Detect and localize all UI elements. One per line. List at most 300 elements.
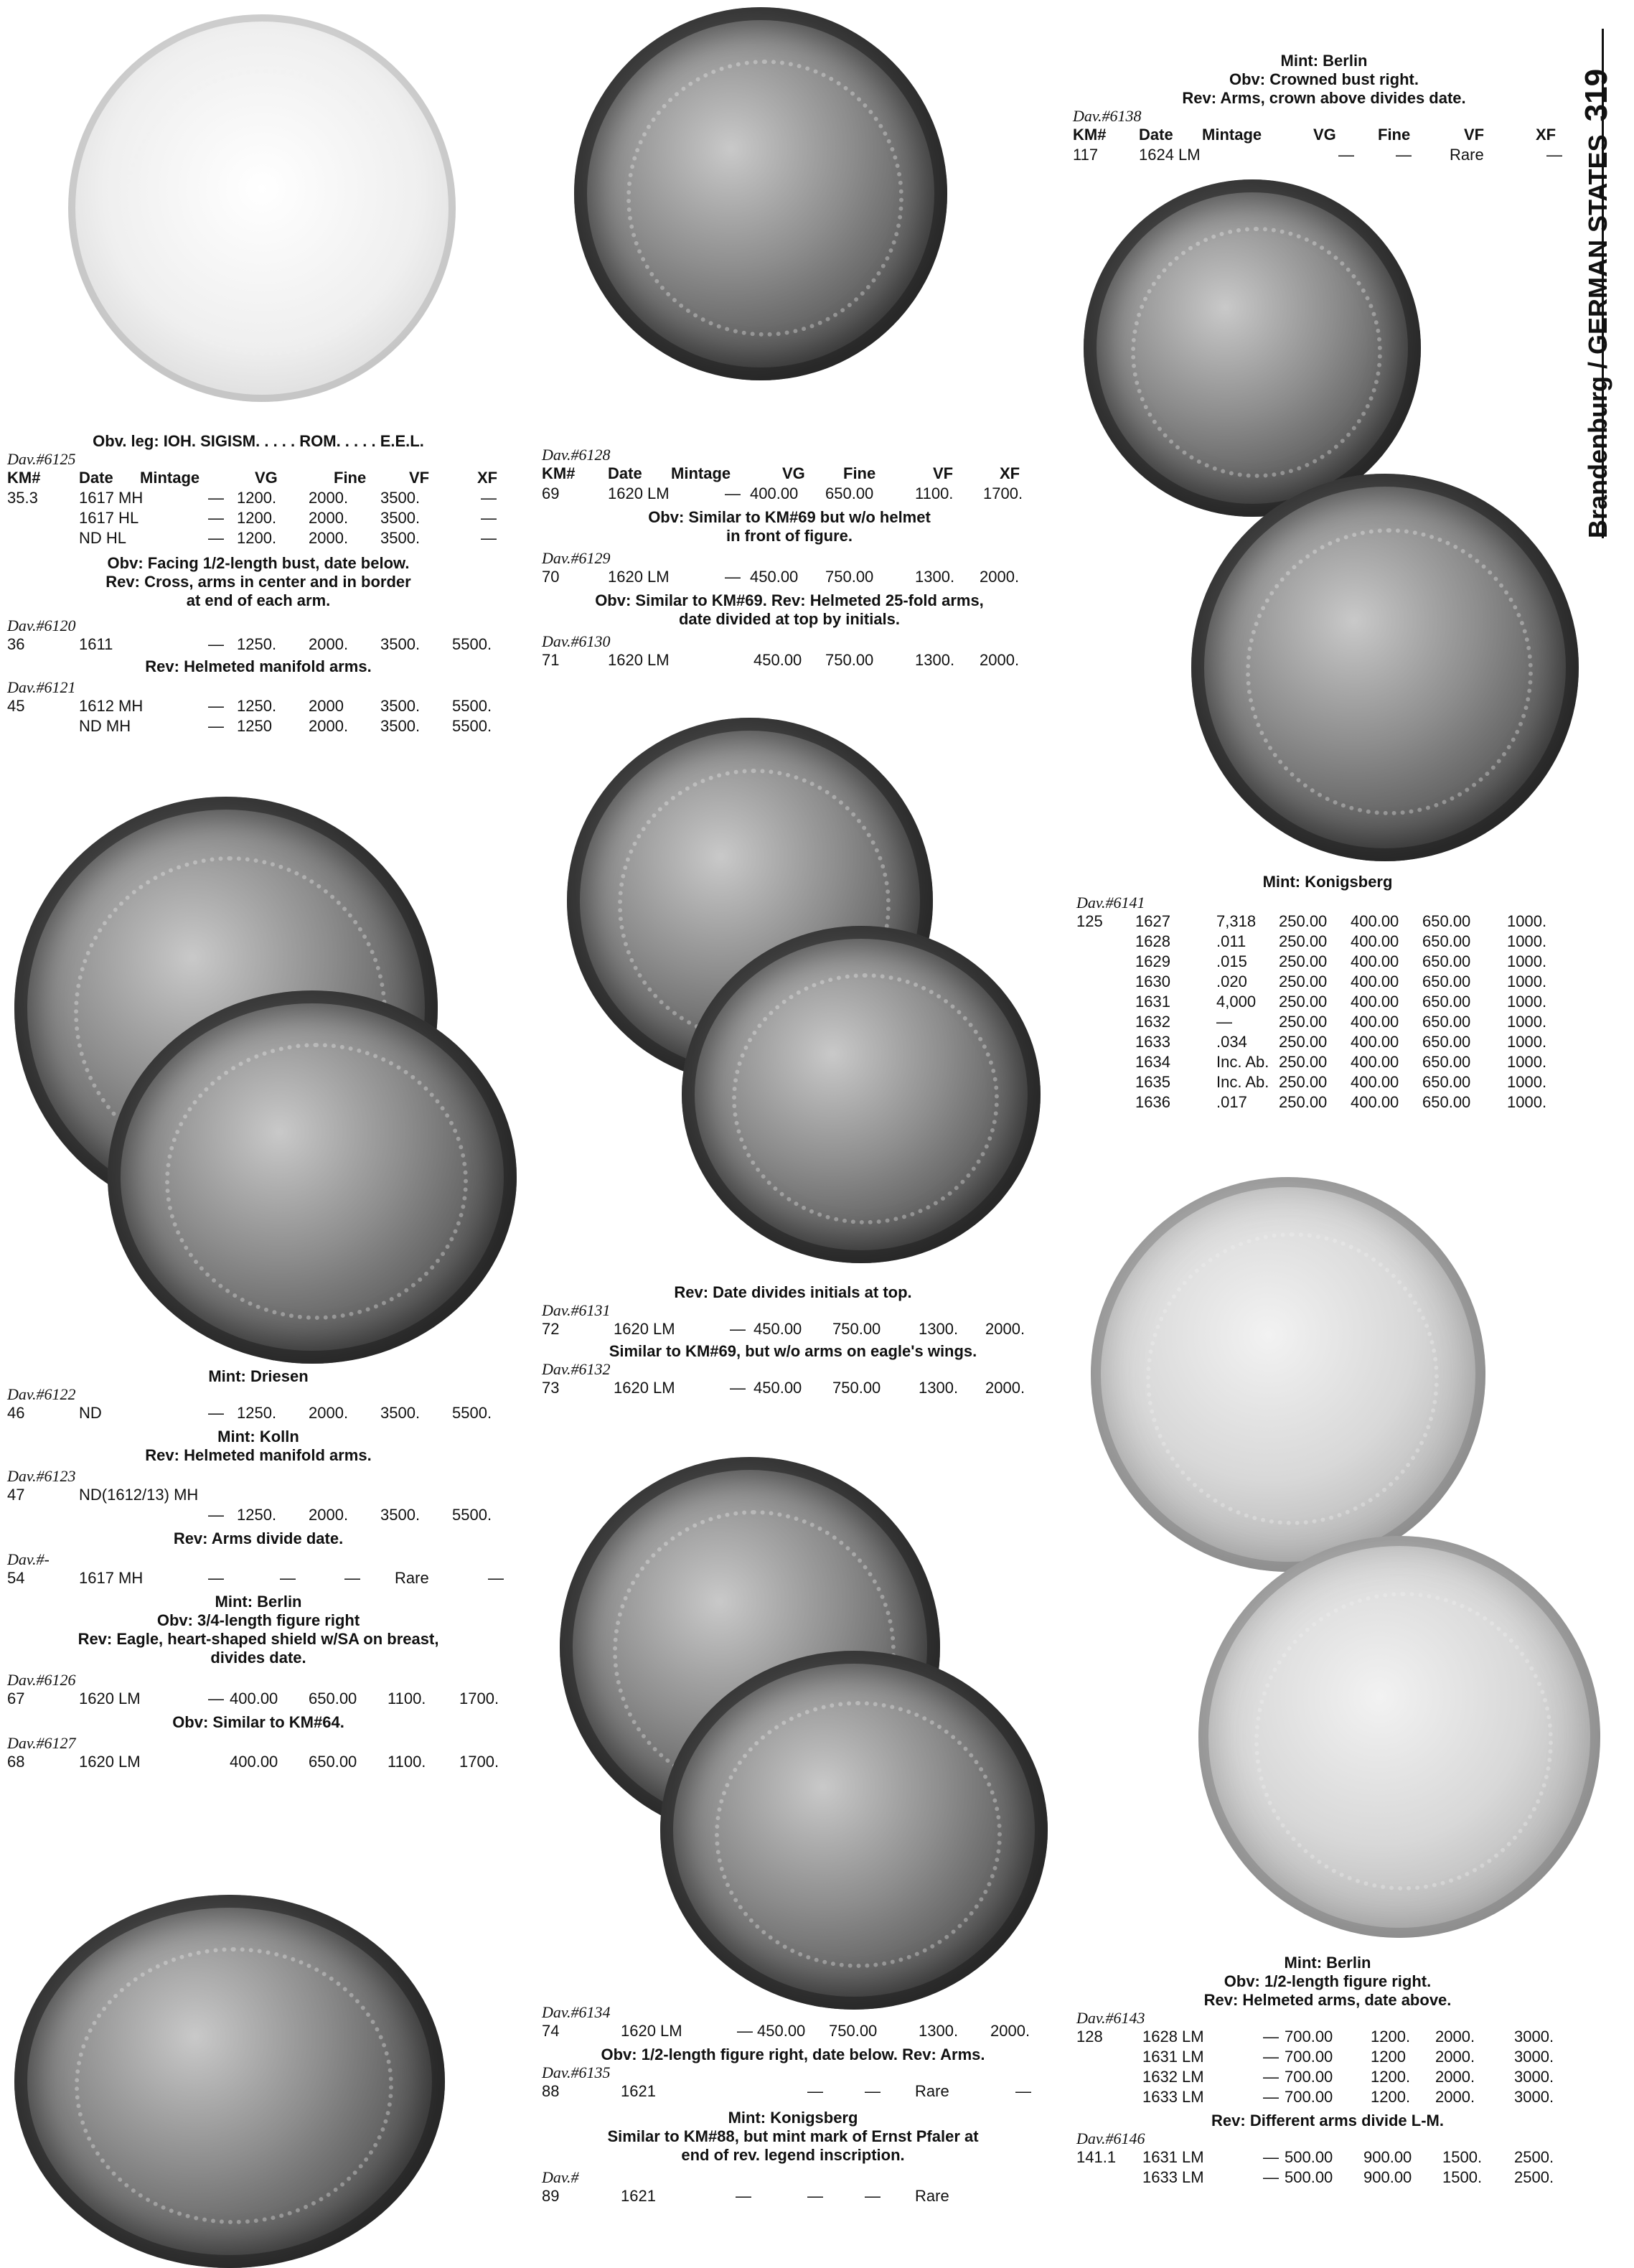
mint-heading: Mint: Driesen [208,1367,309,1385]
description: Rev: Arms divide date. [173,1529,344,1547]
dav-ref: Dav.#6122 [7,1385,76,1403]
col-km: KM# [1073,126,1107,144]
km: 68 [7,1753,25,1771]
date: 1632 LM [1142,2068,1204,2086]
mintage: — [1216,1013,1232,1031]
vg: 1200. [237,509,277,527]
mintage: — [1263,2168,1279,2186]
xf: 5500. [452,1506,492,1524]
vg: 250.00 [1279,993,1328,1011]
km: 125 [1076,912,1103,930]
dav-ref: Dav.#6125 [7,450,76,468]
vg: — [280,1569,296,1587]
table-row [1076,992,1579,1012]
dav-ref: Dav.#6121 [7,678,76,696]
dav-ref: Dav.#6143 [1076,2009,1145,2027]
km: 71 [542,651,560,669]
fine: 1200. [1371,2068,1411,2086]
page-number: 319 [1579,68,1614,122]
km: 73 [542,1379,560,1397]
xf: 1000. [1507,973,1547,990]
date: 1620 LM [621,2022,682,2040]
coin-image-km128-reverse [1198,1536,1600,1938]
vf: 1300. [919,1320,959,1338]
fine: 2000. [309,529,349,547]
different-arms-table [1076,2147,1579,2188]
table-row [1076,2147,1579,2168]
fine: 750.00 [832,1320,881,1338]
col-km: KM# [542,464,576,482]
xf: 1700. [459,1690,499,1707]
xf: 1700. [459,1753,499,1771]
xf: 2000. [980,651,1020,669]
vf: 1500. [1442,2168,1483,2186]
xf: 2000. [980,568,1020,586]
vf: 3500. [380,509,421,527]
mintage: 4,000 [1216,993,1257,1011]
fine: 400.00 [1351,952,1399,970]
date: 1620 LM [608,651,670,669]
fine: 1200. [1371,2088,1411,2106]
description: at end of each arm. [186,591,331,609]
vf: 3500. [380,1404,421,1422]
table-row [7,1568,510,1588]
vg: — [807,2082,823,2100]
date: ND HL [79,529,127,547]
date: 1611 [79,635,113,653]
mintage: .020 [1216,973,1247,990]
fine: 650.00 [309,1753,357,1771]
mintage: — [208,717,224,735]
date: 1629 [1135,952,1170,970]
mintage: — [725,484,741,502]
fine: — [1396,146,1412,164]
vg: 700.00 [1285,2048,1333,2066]
mint-heading: Mint: Berlin [1280,52,1368,70]
coin-image-km69 [574,7,947,380]
vf: 1300. [919,1379,959,1397]
date: 1620 LM [608,568,670,586]
running-head-title: Brandenburg / GERMAN STATES [1583,134,1612,538]
mintage: — [1263,2028,1279,2046]
fine: 400.00 [1351,1093,1399,1111]
vf: 1100. [388,1690,426,1707]
mintage: — [208,697,224,715]
dav-ref: Dav.#6129 [542,549,611,567]
dav-ref: Dav.#6146 [1076,2129,1145,2147]
km: 35.3 [7,489,38,507]
vf: Rare [915,2082,949,2100]
date: 1617 MH [79,1569,144,1587]
fine: 900.00 [1363,2168,1412,2186]
coin-image-km45-reverse [108,990,517,1364]
vg: — [807,2187,823,2205]
legend-note: Obv. leg: IOH. SIGISM. . . . . ROM. . . . . E.E.L. [93,432,424,450]
col-mintage: Mintage [140,469,200,487]
mintage: 7,318 [1216,912,1257,930]
table-row [542,567,1037,587]
table-row [1076,2067,1579,2087]
xf: 1000. [1507,1053,1547,1071]
mintage: — [736,2187,751,2205]
fine: 900.00 [1363,2148,1412,2166]
description: Obv: Similar to KM#69. Rev: Helmeted 25-fold arms, [595,591,984,609]
description: Obv: Similar to KM#64. [172,1713,344,1731]
mintage: — [1263,2048,1279,2066]
vg: 500.00 [1285,2148,1333,2166]
vg: 1250 [237,717,272,735]
dav-ref: Dav.#6138 [1073,107,1142,125]
vf: 650.00 [1422,973,1471,990]
fine: 650.00 [825,484,874,502]
col-vf: VF [1464,126,1485,144]
date: 1628 [1135,932,1170,950]
xf: 1000. [1507,932,1547,950]
fine: 400.00 [1351,973,1399,990]
table-row [1076,2087,1579,2107]
mintage: — [737,2022,753,2040]
col-mintage: Mintage [1202,126,1262,144]
description: Obv: Facing 1/2-length bust, date below. [107,554,410,572]
description: Rev: Arms, crown above divides date. [1182,89,1466,107]
description: Similar to KM#69, but w/o arms on eagle's wings. [609,1342,977,1360]
vf: 650.00 [1422,1053,1471,1071]
xf: 5500. [452,717,492,735]
table-row [542,2021,1044,2041]
mintage: — [1263,2068,1279,2086]
date: 1633 LM [1142,2168,1204,2186]
vf: 650.00 [1422,952,1471,970]
description: Obv: 1/2-length figure right, date below. Rev: Arms. [601,2046,985,2063]
xf: 3000. [1514,2028,1554,2046]
vf: 650.00 [1422,1033,1471,1051]
col-vg: VG [1313,126,1336,144]
vg: 250.00 [1279,1053,1328,1071]
table-row [542,484,1037,504]
table-row [1076,2027,1579,2047]
vg: 700.00 [1285,2088,1333,2106]
table-header [7,468,510,488]
description: in front of figure. [726,527,853,545]
vg: 400.00 [230,1690,278,1707]
date: 1617 HL [79,509,139,527]
date: 1635 [1135,1073,1170,1091]
date: 1631 LM [1142,2148,1204,2166]
vg: 250.00 [1279,952,1328,970]
xf: 5500. [452,697,492,715]
xf: 1000. [1507,1033,1547,1051]
date: 1631 LM [1142,2048,1204,2066]
date: 1636 [1135,1093,1170,1111]
description: Obv: Similar to KM#69 but w/o helmet [648,508,931,526]
entry-km72-km73 [542,1283,1044,1398]
table-row [1076,1092,1579,1112]
col-date: Date [608,464,642,482]
table-row [542,1319,1044,1339]
vf: 3500. [380,1506,421,1524]
xf: 1700. [983,484,1023,502]
col-vg: VG [255,469,278,487]
xf: — [488,1569,504,1587]
description: Rev: Date divides initials at top. [674,1283,912,1301]
vg: 450.00 [757,2022,806,2040]
table-row [7,1403,510,1423]
xf: 3000. [1514,2048,1554,2066]
km: 70 [542,568,560,586]
vf: 1500. [1442,2148,1483,2166]
berlin-table [1076,2027,1579,2107]
vg: 1250. [237,697,277,715]
table-row [7,488,510,508]
xf: 5500. [452,635,492,653]
vg: 700.00 [1285,2028,1333,2046]
date: 1620 LM [614,1379,675,1397]
date: 1620 LM [608,484,670,502]
km: 89 [542,2187,560,2205]
mintage: .034 [1216,1033,1247,1051]
table-row [1076,1012,1579,1032]
fine: 750.00 [832,1379,881,1397]
table-row [7,716,510,736]
km: 67 [7,1690,25,1707]
vg: 250.00 [1279,932,1328,950]
vg: 400.00 [230,1753,278,1771]
table-row [542,650,1037,670]
fine: 2000. [309,635,349,653]
fine: 750.00 [829,2022,878,2040]
table-row [1076,932,1579,952]
vg: 250.00 [1279,1073,1328,1091]
konigsberg-table [1076,912,1579,1112]
xf: 1000. [1507,952,1547,970]
date: 1632 [1135,1013,1170,1031]
date: 1634 [1135,1053,1170,1071]
mintage: — [1263,2088,1279,2106]
vg: 250.00 [1279,1033,1328,1051]
dav-ref: Dav.#- [7,1550,50,1568]
fine: — [344,1569,360,1587]
vg: 1200. [237,529,277,547]
col-fine: Fine [843,464,876,482]
coin-image-km89 [14,1895,445,2268]
date: 1624 LM [1139,146,1201,164]
vg: 450.00 [753,1379,802,1397]
mintage: — [208,1506,224,1524]
running-head [1579,69,1615,538]
description: Rev: Helmeted arms, date above. [1203,1991,1452,2009]
xf: — [481,529,497,547]
table-row [7,1505,510,1525]
mint-heading: Mint: Berlin [215,1593,302,1611]
description: Obv: 3/4-length figure right [156,1611,360,1629]
date: 1612 MH [79,697,144,715]
date: ND [79,1404,102,1422]
date: 1621 [621,2187,656,2205]
entry-km35 [7,432,510,736]
table-row [7,528,510,548]
date: 1620 LM [79,1690,141,1707]
xf: 3000. [1514,2088,1554,2106]
km: 72 [542,1320,560,1338]
table-header [542,464,1037,484]
fine: 2000. [309,717,349,735]
fine: 1200. [1371,2028,1411,2046]
vf: 650.00 [1422,993,1471,1011]
table-row [542,1378,1044,1398]
km: 54 [7,1569,25,1587]
mint-heading: Mint: Kolln [217,1428,299,1445]
vf: Rare [1450,146,1484,164]
vf: 2000. [1435,2068,1475,2086]
col-xf: XF [1000,464,1020,482]
vg: 1200. [237,489,277,507]
vf: Rare [395,1569,429,1587]
vg: 250.00 [1279,973,1328,990]
vg: 1250. [237,635,277,653]
entry-km74-km89 [542,2004,1044,2206]
fine: 650.00 [309,1690,357,1707]
col-xf: XF [477,469,498,487]
dav-ref: Dav.#6123 [7,1467,76,1485]
description: Obv: 1/2-length figure right. [1224,1972,1432,1990]
vf: 1100. [388,1753,426,1771]
dav-ref: Dav.#6126 [7,1671,76,1689]
table-row [7,1689,510,1709]
fine: — [865,2187,881,2205]
date: 1627 [1135,912,1170,930]
km: 74 [542,2022,560,2040]
fine: 2000 [309,697,344,715]
description: Rev: Different arms divide L-M. [1211,2112,1444,2129]
description: end of rev. legend inscription. [681,2146,905,2164]
dav-ref: Dav.#6132 [542,1360,611,1378]
fine: 2000. [309,489,349,507]
coin-image-km72-reverse [682,926,1041,1263]
vf: Rare [915,2187,949,2205]
km: 88 [542,2082,560,2100]
date: 1628 LM [1142,2028,1204,2046]
dav-ref: Dav.#6134 [542,2003,611,2021]
mintage: Inc. Ab. [1216,1073,1269,1091]
dav-ref: Dav.#6131 [542,1301,611,1319]
xf: 2500. [1514,2168,1554,2186]
col-date: Date [1139,126,1173,144]
table-row [1076,972,1579,992]
vg: 1250. [237,1506,277,1524]
date: 1620 LM [614,1320,675,1338]
vg: 700.00 [1285,2068,1333,2086]
km: 141.1 [1076,2148,1117,2166]
vf: 2000. [1435,2088,1475,2106]
fine: 400.00 [1351,1053,1399,1071]
col-date: Date [79,469,113,487]
vf: 1300. [919,2022,959,2040]
km: 117 [1073,146,1099,164]
dav-ref: Dav.#6128 [542,446,611,464]
mintage: — [208,509,224,527]
table-row [1076,2168,1579,2188]
mintage: — [208,1569,224,1587]
table-row [7,696,510,716]
km: 128 [1076,2028,1103,2046]
entry-km128-km141 [1076,1954,1579,2188]
entry-km117 [1073,52,1575,165]
xf: 3000. [1514,2068,1554,2086]
table-row [542,2081,1044,2101]
vg: — [1338,146,1354,164]
fine: 750.00 [825,651,874,669]
vg: 250.00 [1279,912,1328,930]
description: Similar to KM#88, but mint mark of Ernst Pfaler at [607,2127,979,2145]
dav-ref: Dav.#6130 [542,632,611,650]
fine: 2000. [309,1404,349,1422]
km: 36 [7,635,25,653]
mintage: — [1263,2148,1279,2166]
table-row [1076,1052,1579,1072]
vg: 250.00 [1279,1093,1328,1111]
entry-km46-km68 [7,1367,510,1772]
fine: 400.00 [1351,932,1399,950]
mintage: — [208,1690,224,1707]
vf: 3500. [380,489,421,507]
vg: 450.00 [753,651,802,669]
date: ND(1612/13) MH [79,1486,199,1504]
vg: 400.00 [750,484,799,502]
fine: 400.00 [1351,993,1399,1011]
dav-ref: Dav.#6135 [542,2063,611,2081]
table-row [7,508,510,528]
date: 1620 LM [79,1753,141,1771]
xf: — [1015,2082,1031,2100]
mintage: .011 [1216,932,1246,950]
table-row [1076,1032,1579,1052]
vf: 650.00 [1422,932,1471,950]
vf: 3500. [380,529,421,547]
km: 47 [7,1486,25,1504]
col-vf: VF [933,464,954,482]
mintage: — [730,1379,746,1397]
vf: 650.00 [1422,1013,1471,1031]
description: divides date. [210,1649,306,1667]
vg: 1250. [237,1404,277,1422]
entry-km125 [1076,873,1579,1112]
table-row [7,634,510,655]
date: 1633 [1135,1033,1170,1051]
table-row [7,1485,510,1505]
date: 1621 [621,2082,656,2100]
table-row [1076,2047,1579,2067]
km: 46 [7,1404,25,1422]
col-km: KM# [7,469,41,487]
mint-heading: Mint: Konigsberg [1262,873,1393,891]
col-xf: XF [1536,126,1556,144]
description: Obv: Crowned bust right. [1229,70,1419,88]
fine: 2000. [309,1506,349,1524]
xf: — [481,489,497,507]
vg: 250.00 [1279,1013,1328,1031]
vf: 650.00 [1422,912,1471,930]
table-row [1076,1072,1579,1092]
dav-ref: Dav.#6141 [1076,894,1145,912]
mintage: — [208,489,224,507]
date: 1631 [1135,993,1170,1011]
xf: 1000. [1507,993,1547,1011]
mintage: .017 [1216,1093,1247,1111]
col-fine: Fine [1378,126,1411,144]
dav-ref: Dav.#6120 [7,617,76,634]
coin-image-km117-obverse [1084,179,1421,517]
dav-ref: Dav.#6127 [7,1734,76,1752]
